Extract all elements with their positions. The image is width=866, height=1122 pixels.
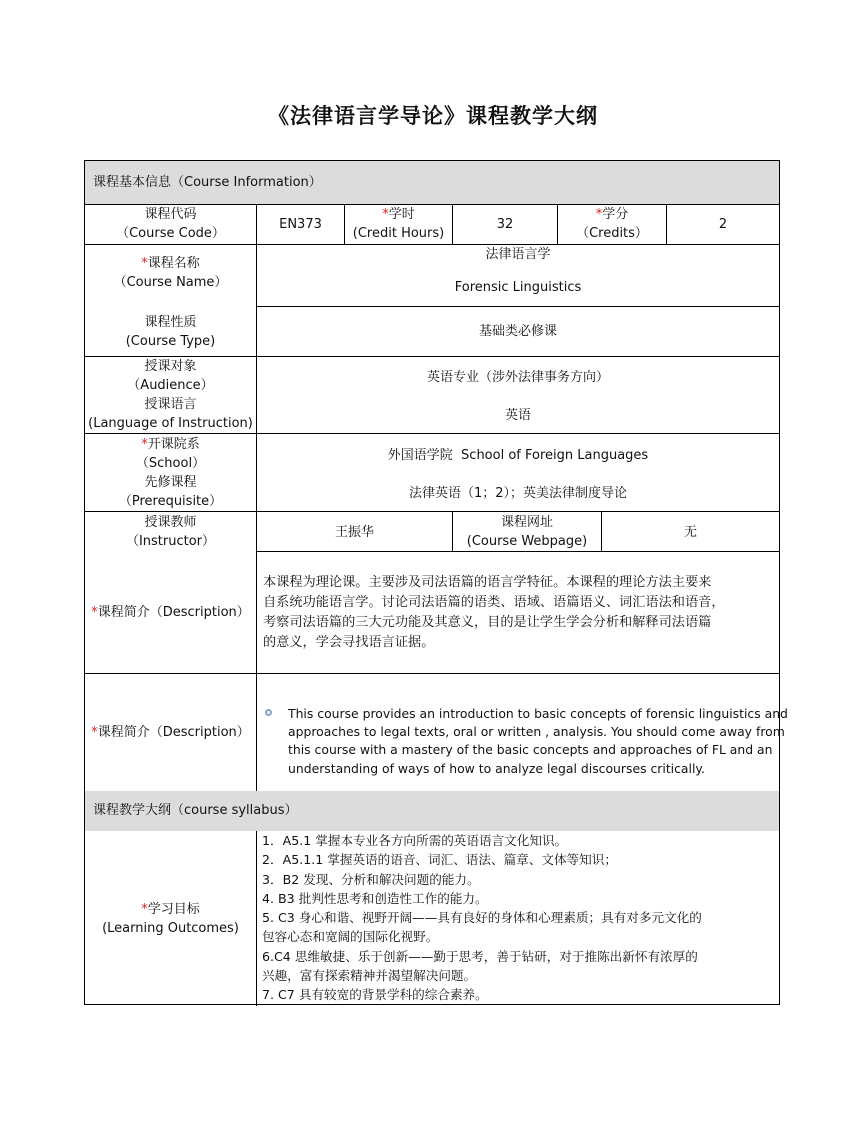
language-label-cn: 授课语言 [144, 397, 197, 412]
section-course-information: 课程基本信息（Course Information） [85, 161, 779, 204]
outcome-line: 4. B3 批判性思考和创造性工作的能力。 [262, 890, 488, 906]
course-type-label-en: (Course Type) [125, 334, 216, 349]
course-code-label [85, 204, 256, 244]
learning-outcomes-label-en: (Learning Outcomes) [102, 920, 239, 936]
course-name-label-cn: 课程名称 [147, 256, 200, 271]
description-en-line: This course provides an introduction to basic concepts of forensic linguistics and [288, 706, 788, 721]
description-cn-line: 本课程为理论课。主要涉及司法语篇的语言学特征。本课程的理论方法主要来 [263, 575, 712, 590]
outcome-line: 2．A5.1.1 掌握英语的语音、词汇、语法、篇章、文体等知识； [262, 852, 617, 868]
description-en-label-text: 课程简介（Description） [97, 725, 250, 740]
description-cn-label [85, 552, 256, 673]
credit-hours-label-en: (Credit Hours) [352, 226, 445, 241]
webpage-value: 无 [683, 524, 697, 540]
description-en-line: understanding of ways of how to analyze legal discourses critically. [288, 760, 705, 776]
credits-label-cn: 学分 [602, 207, 629, 222]
description-en-line: this course with a mastery of the basic concepts and approaches of FL and an [288, 742, 773, 758]
course-name-value [257, 244, 779, 307]
outcome-line: 1．A5.1 掌握本专业各方向所需的英语语言文化知识。 [262, 833, 568, 848]
credit-hours-value: 32 [496, 216, 514, 232]
outcome-line: 5. C3 身心和谐、视野开阔——具有良好的身体和心理素质；具有对多元文化的 [262, 910, 702, 926]
description-cn-label-text: 课程简介（Description） [97, 605, 250, 620]
course-type-value: 基础类必修课 [478, 324, 557, 339]
school-label-cn: 开课院系 [147, 436, 200, 452]
instructor-value: 王振华 [334, 524, 374, 540]
syllabus-table [84, 160, 788, 1005]
section-course-syllabus: 课程教学大纲（course syllabus） [85, 791, 779, 831]
required-mark: * [141, 256, 148, 271]
description-cn-line: 考察司法语篇的三大元功能及其意义，目的是让学生学会分析和解释司法语篇 [263, 615, 712, 630]
required-mark: * [91, 725, 98, 740]
learning-outcomes-label [85, 831, 256, 1006]
webpage-label-cn: 课程网址 [500, 515, 553, 530]
course-code-value: EN373 [279, 216, 322, 232]
audience-label-cn: 授课对象 [144, 359, 197, 374]
audience-language-label [85, 357, 256, 433]
audience-label-en: （Audience） [127, 378, 214, 393]
credit-hours-label [345, 204, 452, 244]
language-label-en: (Language of Instruction) [88, 416, 253, 431]
school-prerequisite-label [85, 434, 256, 511]
required-mark: * [91, 605, 98, 620]
school-label-en: （School） [135, 455, 206, 471]
course-name-cn: 法律语言学 [485, 247, 551, 262]
instructor-label-cn: 授课教师 [144, 515, 197, 530]
required-mark: * [141, 436, 148, 452]
course-name-en: Forensic Linguistics [454, 280, 582, 295]
outcome-line: 7. C7 具有较宽的背景学科的综合素养。 [262, 987, 488, 1003]
required-mark: * [382, 207, 389, 222]
credits-label-en: （Credits） [576, 226, 648, 241]
instructor-label [85, 512, 256, 552]
instructor-label-en: （Instructor） [125, 534, 216, 549]
description-cn-line: 的意义，学会寻找语言证据。 [263, 635, 435, 650]
prerequisite-label-en: （Prerequisite） [118, 493, 223, 509]
description-cn-text [263, 573, 775, 653]
course-name-label-en: （Course Name） [113, 275, 228, 290]
learning-outcomes-label-cn: 学习目标 [147, 901, 200, 917]
prerequisite-value: 法律英语（1；2）；英美法律制度导论 [408, 485, 628, 501]
webpage-label-en: (Course Webpage) [466, 534, 588, 549]
webpage-label [453, 512, 601, 552]
course-code-label-cn: 课程代码 [144, 207, 197, 222]
description-en-text [288, 705, 788, 778]
description-en-label [85, 674, 256, 791]
course-type-label-cn: 课程性质 [144, 315, 197, 330]
prerequisite-label-cn: 先修课程 [144, 474, 197, 490]
course-type-label [85, 311, 256, 353]
page-title: 《法律语言学导论》课程教学大纲 [268, 104, 598, 128]
required-mark: * [141, 901, 148, 917]
credits-label [558, 204, 666, 244]
description-en-line: approaches to legal texts, oral or written , analysis. You should come away from [288, 724, 785, 740]
school-value: 外国语学院 School of Foreign Languages [387, 447, 649, 463]
outcome-line: 6.C4 思维敏捷、乐于创新——勤于思考，善于钻研，对于推陈出新怀有浓厚的 [262, 948, 698, 964]
description-cn-line: 自系统功能语言学。讨论司法语篇的语类、语域、语篇语义、词汇语法和语音， [263, 595, 725, 610]
language-value: 英语 [504, 407, 531, 423]
outcome-line: 兴趣，富有探索精神并渴望解决问题。 [262, 968, 477, 984]
course-code-label-en: （Course Code） [116, 226, 225, 241]
credit-hours-label-cn: 学时 [388, 207, 415, 222]
learning-outcomes-list [262, 831, 777, 1005]
outcome-line: 包容心态和宽阔的国际化视野。 [262, 929, 439, 945]
audience-value: 英语专业（涉外法律事务方向） [426, 369, 609, 385]
bullet-icon [265, 709, 272, 716]
credits-value: 2 [718, 216, 728, 232]
required-mark: * [595, 207, 603, 222]
outcome-line: 3．B2 发现、分析和解决问题的能力。 [262, 871, 480, 887]
course-name-label [85, 251, 256, 295]
divider [256, 831, 257, 1006]
